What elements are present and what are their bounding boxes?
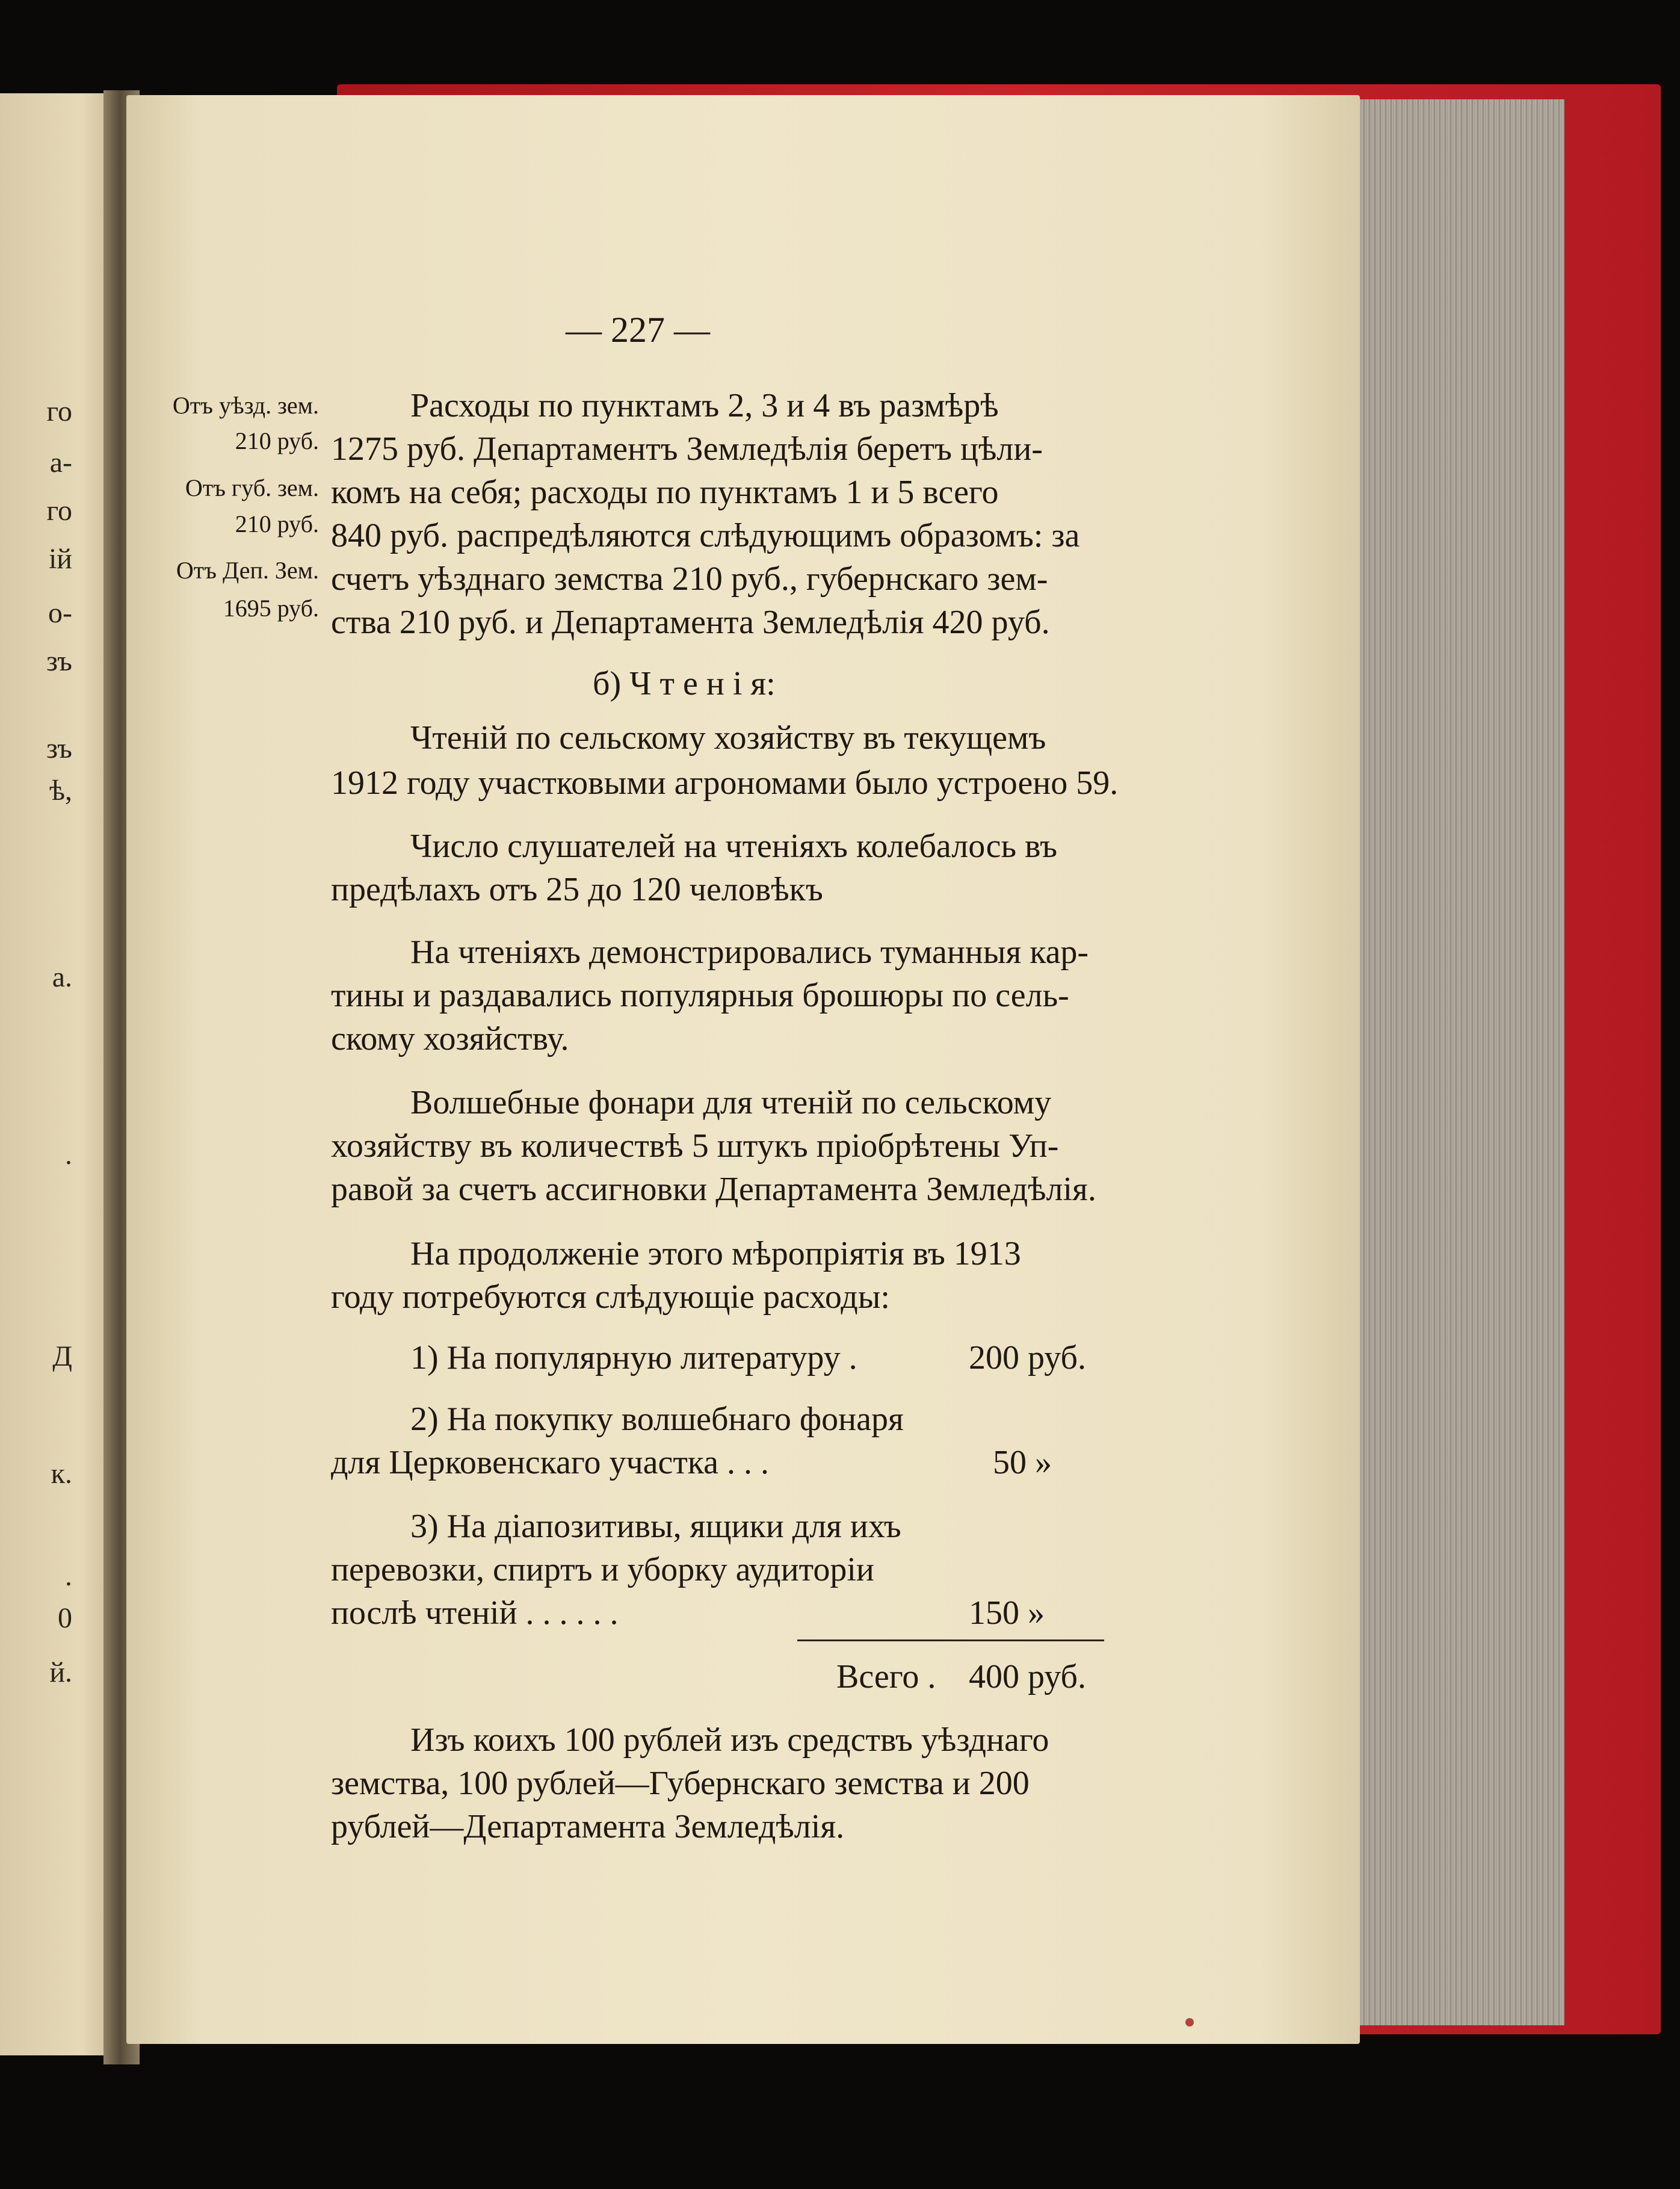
text-line: 1275 руб. Департаментъ Земледѣлія беретъ цѣли- [331, 430, 1043, 468]
margin-note: 1695 руб. [223, 595, 319, 622]
left-fragment: . [65, 1139, 72, 1171]
text-line: году потребуются слѣдующіе расходы: [331, 1278, 890, 1316]
text-line: равой за счетъ ассигновки Департамента Земледѣлія. [331, 1171, 1096, 1208]
text-line: счетъ уѣзднаго земства 210 руб., губернскаго зем- [331, 560, 1048, 598]
left-fragment: ѣ, [49, 775, 72, 807]
right-page [126, 95, 1360, 2044]
expense-item: 1) На популярную литературу . [410, 1339, 857, 1376]
text-line: тины и раздавались популярныя брошюры по сель- [331, 977, 1069, 1014]
text-line: предѣлахъ отъ 25 до 120 человѣкъ [331, 871, 823, 908]
left-fragment: Д [52, 1340, 72, 1372]
text-line: Волшебные фонари для чтеній по сельскому [410, 1084, 1052, 1121]
left-fragment: го [46, 395, 72, 427]
left-fragment: к. [51, 1458, 72, 1490]
total-label: Всего . [836, 1658, 936, 1695]
margin-note: Отъ губ. зем. [185, 474, 319, 501]
text-line: Чтеній по сельскому хозяйству въ текущемъ [410, 719, 1046, 757]
left-fragment: зъ [46, 645, 72, 677]
margin-note: Отъ уѣзд. зем. [172, 392, 319, 419]
left-page [0, 93, 117, 2055]
left-fragment: зъ [46, 732, 72, 764]
left-fragment: о- [48, 597, 72, 629]
expense-item: перевозки, спиртъ и уборку аудиторіи [331, 1551, 874, 1588]
text-line: скому хозяйству. [331, 1020, 569, 1057]
text-line: Изъ коихъ 100 рублей изъ средствъ уѣзднаго [410, 1721, 1049, 1759]
total-rule [797, 1639, 1104, 1641]
text-line: Число слушателей на чтеніяхъ колебалось въ [410, 828, 1058, 865]
section-heading: б) Ч т е н і я: [593, 665, 776, 702]
ink-spot [1185, 2018, 1194, 2026]
text-line: 1912 году участковыми агрономами было устроено 59. [331, 764, 1119, 802]
left-fragment: а- [49, 447, 72, 478]
margin-note: 210 руб. [235, 427, 319, 454]
expense-item: 2) На покупку волшебнаго фонаря [410, 1401, 904, 1438]
text-line: хозяйству въ количествѣ 5 штукъ пріобрѣтены Уп- [331, 1127, 1059, 1165]
left-fragment: го [46, 495, 72, 527]
expense-amount: 150 » [969, 1594, 1045, 1632]
expense-amount: 50 » [993, 1444, 1052, 1481]
total-amount: 400 руб. [969, 1658, 1087, 1695]
text-line: ства 210 руб. и Департамента Земледѣлія 420 руб. [331, 604, 1050, 641]
text-line: На чтеніяхъ демонстрировались туманныя кар- [410, 933, 1089, 971]
expense-amount: 200 руб. [969, 1339, 1087, 1376]
expense-item: для Церковенскаго участка . . . [331, 1444, 769, 1481]
expense-item: 3) На діапозитивы, ящики для ихъ [410, 1508, 901, 1545]
text-line: рублей—Департамента Земледѣлія. [331, 1808, 845, 1845]
text-line: 840 руб. распредѣляются слѣдующимъ образомъ: за [331, 517, 1080, 554]
text-line: земства, 100 рублей—Губернскаго земства и 200 [331, 1765, 1030, 1802]
text-line: На продолженіе этого мѣропріятія въ 1913 [410, 1235, 1021, 1272]
left-fragment: ій [48, 543, 72, 575]
text-line: комъ на себя; расходы по пунктамъ 1 и 5 всего [331, 474, 999, 511]
margin-note: 210 руб. [235, 510, 319, 537]
text-line: Расходы по пунктамъ 2, 3 и 4 въ размѣрѣ [410, 387, 999, 424]
margin-note: Отъ Деп. Зем. [176, 557, 319, 584]
left-fragment: . [65, 1560, 72, 1592]
left-fragment: 0 [58, 1602, 72, 1634]
left-fragment: й. [49, 1656, 72, 1688]
page-number: — 227 — [566, 310, 710, 350]
expense-item: послѣ чтеній . . . . . . [331, 1594, 619, 1632]
left-fragment: а. [52, 961, 72, 993]
